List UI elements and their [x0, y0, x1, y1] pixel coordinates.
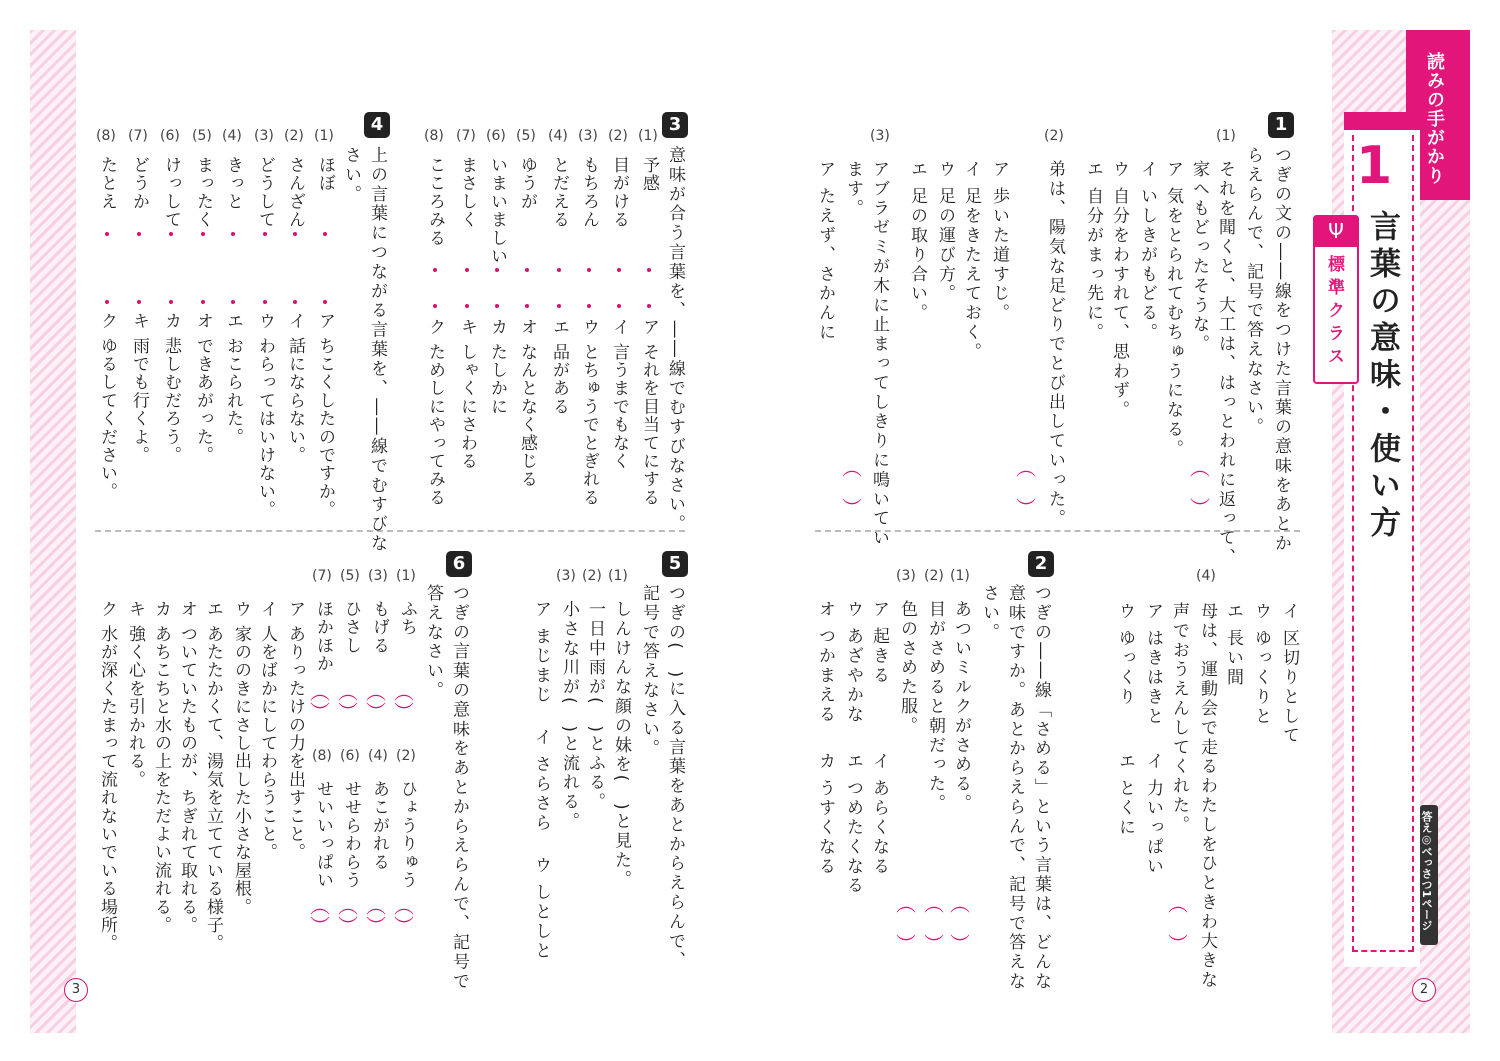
q4-instruction-1: 上の言葉につながる言葉を、――線でむすびな: [367, 146, 387, 554]
q2-choice-c: ウ あざやかな: [843, 600, 863, 725]
q1-1-choice-c: ウ 自分をわすれて、思わず。: [1109, 160, 1129, 421]
q1-badge: 1: [1268, 112, 1294, 138]
q4-8-number: (8): [96, 128, 116, 144]
q3-choice-h: ク ためしにやってみる: [425, 318, 445, 507]
q6-3-number: (3): [368, 568, 388, 584]
answer-box-q6-2[interactable]: ︵ ︶: [394, 894, 414, 938]
q1-1-choice-d: エ 自分がまっ先に。: [1083, 160, 1103, 343]
q1-instruction-1: つぎの文の――線をつけた言葉の意味をあとか: [1271, 146, 1291, 554]
q4-choice-e: オ できあがった。: [193, 312, 213, 465]
q4-5-number: (5): [192, 128, 212, 144]
q4-choice-f: カ 悲しむだろう。: [161, 312, 181, 465]
q6-3-word: もげる: [369, 600, 389, 655]
q4-dot-left-8[interactable]: [105, 232, 109, 236]
answer-box-q1-4[interactable]: ︵ ︶: [1168, 892, 1188, 956]
q3-dot-right-h[interactable]: [433, 304, 437, 308]
q5-choice-b: イ さらさら: [531, 728, 551, 833]
q2-instruction-3: さい。: [979, 584, 999, 643]
title-box-border: [1344, 112, 1420, 130]
q1-2-line1: 弟は、陽気な足どりでとび出していった。: [1045, 160, 1065, 529]
q6-badge: 6: [446, 551, 472, 577]
q3-dot-left-8[interactable]: [433, 268, 437, 272]
q4-choice-g: キ 雨でも行くよ。: [129, 312, 149, 465]
q2-instruction-1: つぎの――線「さめる」という言葉は、どんな: [1031, 584, 1051, 992]
answer-box-q1-3[interactable]: ︵ ︶: [842, 456, 862, 520]
q3-dot-left-2[interactable]: [617, 268, 621, 272]
q6-choice-d: エ あたたかくて、湯気を立てている様子。: [203, 600, 223, 953]
q6-2-word: ひょうりゅう: [397, 780, 417, 890]
q4-2-word: さんざん: [285, 156, 305, 229]
q6-instruction-1: つぎの言葉の意味をあとからえらんで、記号で: [449, 584, 469, 992]
answer-box-q6-4[interactable]: ︵ ︶: [366, 894, 386, 938]
q6-5-word: ひさし: [341, 600, 361, 655]
q5-instruction-2: 記号で答えなさい。: [639, 584, 659, 759]
q3-6-number: (6): [486, 128, 506, 144]
q1-instruction-2: らえらんで、記号で答えなさい。: [1243, 146, 1263, 437]
q2-choice-d: エ つめたくなる: [843, 752, 863, 896]
q4-dot-right-g[interactable]: [137, 300, 141, 304]
q5-badge: 5: [662, 551, 688, 577]
q4-dot-left-1[interactable]: [323, 232, 327, 236]
q3-choice-g: キ しゃくにさわる: [457, 318, 477, 471]
q4-dot-right-h[interactable]: [105, 300, 109, 304]
q6-4-word: あこがれる: [369, 780, 389, 871]
q1-3-line2: ます。: [843, 160, 863, 219]
q1-2-choice-a: ア 歩いた道すじ。: [989, 160, 1009, 324]
q3-dot-right-f[interactable]: [495, 304, 499, 308]
q4-dot-left-3[interactable]: [263, 232, 267, 236]
q4-dot-right-b[interactable]: [293, 300, 297, 304]
q3-badge: 3: [662, 112, 688, 138]
q5-choice-c: ウ しとしと: [531, 856, 551, 961]
q3-7-word: まさしく: [457, 156, 477, 229]
q2-choice-e: オ つかまえる: [815, 600, 835, 725]
q4-instruction-2: さい。: [341, 146, 361, 205]
page-number-right: 2: [1412, 978, 1436, 1002]
q4-8-word: たとえ: [97, 156, 117, 211]
q4-5-word: まったく: [193, 156, 213, 229]
q1-1-number: (1): [1216, 128, 1236, 144]
q3-5-word: ゆうが: [517, 156, 537, 211]
q4-choice-c: ウ わらってはいけない。: [255, 312, 275, 519]
q3-7-number: (7): [456, 128, 476, 144]
q6-1-word: ふち: [397, 600, 417, 637]
q1-2-number: (2): [1044, 128, 1064, 144]
q4-2-number: (2): [284, 128, 304, 144]
q4-1-word: ほぼ: [315, 156, 335, 193]
q3-instruction: 意味が合う言葉を、――線でむすびなさい。: [665, 146, 685, 534]
q6-4-number: (4): [368, 748, 388, 764]
answer-ref: 答え◎べっさつ1ページ: [1420, 811, 1433, 931]
q5-1-text: しんけんな顔の妹を( )と見た。: [611, 600, 631, 890]
level-tag-head: [1313, 215, 1359, 247]
answer-box-q6-7[interactable]: ︵ ︶: [310, 680, 330, 724]
q3-8-number: (8): [424, 128, 444, 144]
q6-8-word: せいいっぱい: [313, 780, 333, 890]
q4-dot-left-5[interactable]: [201, 232, 205, 236]
q4-choice-b: イ 話にならない。: [285, 312, 305, 465]
q6-choice-f: カ あちこちと水の上をただよい流れる。: [151, 600, 171, 935]
q2-badge: 2: [1028, 551, 1054, 577]
q2-instruction-2: 意味ですか。あとからえらんで、記号で答えな: [1005, 584, 1025, 992]
q6-5-number: (5): [340, 568, 360, 584]
q3-choice-a: ア それを目当てにする: [639, 318, 659, 507]
q4-choice-d: エ おこられた。: [223, 312, 243, 447]
q1-1-choice-b: イ いしきがもどる。: [1137, 160, 1157, 343]
q1-4-choice-c: ウ ゆっくり: [1115, 602, 1135, 707]
q3-dot-left-6[interactable]: [495, 268, 499, 272]
q3-4-word: とだえる: [549, 156, 569, 229]
q1-2-choice-b: イ 足をきたえておく。: [961, 160, 981, 362]
q3-dot-left-7[interactable]: [465, 268, 469, 272]
q5-3-number: (3): [556, 568, 576, 584]
q3-3-number: (3): [578, 128, 598, 144]
q6-choice-b: イ 人をばかにしてわらうこと。: [257, 600, 277, 862]
q3-5-number: (5): [516, 128, 536, 144]
q6-choice-g: キ 強く心を引かれる。: [125, 600, 145, 789]
q4-7-word: どうか: [129, 156, 149, 211]
q6-2-number: (2): [396, 748, 416, 764]
q5-choice-a: ア まじまじ: [531, 600, 551, 705]
q5-2-text: 一日中雨が( )とふる。: [585, 600, 605, 813]
q1-1-choice-a: ア 気をとられてむちゅうになる。: [1163, 160, 1183, 459]
q6-choice-h: ク 水が深くたまって流れないでいる場所。: [97, 600, 117, 953]
q4-7-number: (7): [128, 128, 148, 144]
q6-6-word: せせらわらう: [341, 780, 361, 890]
q3-dot-left-1[interactable]: [647, 268, 651, 272]
q1-4-number: (4): [1196, 568, 1216, 584]
q4-6-number: (6): [160, 128, 180, 144]
q1-3-line1: アブラゼミが木に止まってしきりに鳴いてい: [869, 160, 889, 548]
q3-dot-left-5[interactable]: [525, 268, 529, 272]
q3-8-word: こころみる: [425, 156, 445, 247]
q4-badge: 4: [364, 112, 390, 138]
q1-3-choice-a: ア たえず、さかんに: [815, 160, 835, 343]
q3-1-word: 予感: [639, 156, 659, 193]
q3-4-number: (4): [548, 128, 568, 144]
q5-instruction-1: つぎの( )に入る言葉をあとからえらんで、: [665, 584, 685, 971]
q1-4-choice-a: ア はきはきと: [1143, 602, 1163, 727]
q4-dot-right-e[interactable]: [201, 300, 205, 304]
q6-8-number: (8): [312, 748, 332, 764]
q6-instruction-2: 答えなさい。: [423, 584, 443, 701]
side-tab-label: 読みの手がかり: [1424, 52, 1445, 185]
answer-box-q2-2[interactable]: ︵ ︶: [924, 892, 944, 956]
q4-6-word: けっして: [161, 156, 181, 229]
q1-1-line2: 家へもどったそうな。: [1189, 160, 1209, 354]
q6-choice-c: ウ 家ののきにさし出した小さな屋根。: [231, 600, 251, 917]
q2-2-number: (2): [924, 568, 944, 584]
q4-3-number: (3): [254, 128, 274, 144]
q3-dot-right-e[interactable]: [525, 304, 529, 308]
q4-dot-right-d[interactable]: [231, 300, 235, 304]
q3-dot-right-g[interactable]: [465, 304, 469, 308]
q1-3-number: (3): [870, 128, 890, 144]
q3-choice-c: ウ とちゅうでとぎれる: [579, 318, 599, 507]
q3-choice-e: オ なんとなく感じる: [517, 318, 537, 489]
q1-4-choice-d: エ とくに: [1115, 752, 1135, 838]
q3-2-word: 目がける: [609, 156, 629, 229]
q4-1-number: (1): [314, 128, 334, 144]
q2-choice-b: イ あらくなる: [869, 752, 889, 877]
q4-dot-left-2[interactable]: [293, 232, 297, 236]
q5-3-text: 小さな川が( )と流れる。: [559, 600, 579, 832]
q2-choice-a: ア 起きる: [869, 600, 889, 686]
q6-6-number: (6): [340, 748, 360, 764]
q1-4-line1: 母は、運動会で走るわたしをひときわ大きな: [1197, 602, 1217, 990]
answer-box-q1-1[interactable]: ︵ ︶: [1190, 456, 1210, 520]
q4-choice-h: ク ゆるしてください。: [97, 312, 117, 501]
sprout-icon: Ψ: [1328, 219, 1344, 243]
q6-7-word: ほかほか: [313, 600, 333, 673]
q4-choice-a: ア ちこくしたのですか。: [315, 312, 335, 519]
q4-3-word: どうして: [255, 156, 275, 229]
answer-box-q2-3[interactable]: ︵ ︶: [896, 892, 916, 956]
q3-choice-b: イ 言うまでもなく: [609, 318, 629, 471]
q4-4-number: (4): [222, 128, 242, 144]
q3-dot-left-3[interactable]: [587, 268, 591, 272]
q5-2-number: (2): [582, 568, 602, 584]
q1-3-choice-c: ウ ゆっくりと: [1251, 602, 1271, 727]
q3-dot-right-d[interactable]: [557, 304, 561, 308]
q4-dot-right-c[interactable]: [263, 300, 267, 304]
answer-box-q6-1[interactable]: ︵ ︶: [394, 680, 414, 724]
level-label: 標準クラス: [1324, 255, 1344, 370]
q2-3-number: (3): [896, 568, 916, 584]
page-number-left: 3: [64, 978, 88, 1002]
q3-dot-right-c[interactable]: [587, 304, 591, 308]
q3-dot-left-4[interactable]: [557, 268, 561, 272]
q2-1-number: (1): [950, 568, 970, 584]
q3-dot-right-b[interactable]: [617, 304, 621, 308]
answer-box-q6-3[interactable]: ︵ ︶: [366, 680, 386, 724]
separator-left: [95, 530, 685, 532]
q3-2-number: (2): [608, 128, 628, 144]
q2-3-text: 色のさめた服。: [897, 600, 917, 736]
q6-1-number: (1): [396, 568, 416, 584]
q6-7-number: (7): [312, 568, 332, 584]
q1-4-choice-b: イ 力いっぱい: [1143, 752, 1163, 877]
q2-choice-f: カ うすくなる: [815, 752, 835, 877]
q1-4-line2: 声でおうえんしてくれた。: [1169, 602, 1189, 835]
answer-box-q2-1[interactable]: ︵ ︶: [950, 892, 970, 956]
q1-3-choice-b: イ 区切りとして: [1279, 602, 1299, 746]
q3-1-number: (1): [638, 128, 658, 144]
q3-choice-f: カ たしかに: [487, 318, 507, 416]
q3-6-word: いまいましい: [487, 156, 507, 266]
q5-1-number: (1): [608, 568, 628, 584]
q1-3-choice-d: エ 長い間: [1223, 602, 1243, 688]
q6-choice-a: ア ありったけの力を出すこと。: [285, 600, 305, 862]
answer-box-q6-5[interactable]: ︵ ︶: [338, 680, 358, 724]
q1-2-choice-d: エ 足の取り合い。: [907, 160, 927, 324]
q4-dot-left-7[interactable]: [137, 232, 141, 236]
unit-title: 言葉の意味・使い方: [1364, 210, 1400, 543]
q2-1-text: あついミルクがさめる。: [951, 600, 971, 814]
answer-box-q6-6[interactable]: ︵ ︶: [338, 894, 358, 938]
q4-dot-left-6[interactable]: [169, 232, 173, 236]
q6-choice-e: オ ついていたものが、ちぎれて取れる。: [177, 600, 197, 935]
q4-dot-right-a[interactable]: [323, 300, 327, 304]
q3-choice-d: エ 品がある: [549, 318, 569, 416]
left-margin-strip: [30, 30, 76, 1033]
q2-2-text: 目がさめると朝だった。: [925, 600, 945, 814]
q1-1-line1: それを聞くと、大工は、はっとわれに返って、: [1215, 160, 1235, 568]
q4-dot-left-4[interactable]: [231, 232, 235, 236]
q4-dot-right-f[interactable]: [169, 300, 173, 304]
q4-4-word: きっと: [223, 156, 243, 211]
q1-2-choice-c: ウ 足の運び方。: [935, 160, 955, 304]
q3-dot-right-a[interactable]: [647, 304, 651, 308]
answer-box-q1-2[interactable]: ︵ ︶: [1016, 456, 1036, 520]
unit-number: 1: [1356, 136, 1393, 196]
q3-3-word: もちろん: [579, 156, 599, 229]
answer-box-q6-8[interactable]: ︵ ︶: [310, 894, 330, 938]
